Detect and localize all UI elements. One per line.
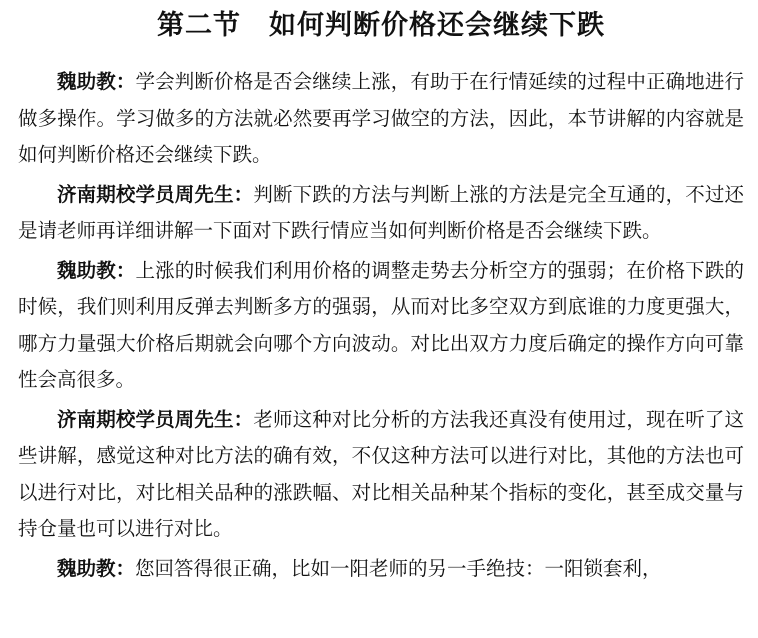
dialogue-paragraph <box>18 402 744 548</box>
dialogue-paragraph <box>18 551 744 588</box>
paragraph-text: 学会判断价格是否会继续上涨，有助于在行情延续的过程中正确地进行做多操作。学习做多的方法就必然要再学习做空的方法，因此，本节讲解的内容就是如何判断价格还会继续下跌。 <box>18 70 744 166</box>
section-title: 第二节 如何判断价格还会继续下跌 <box>157 10 605 41</box>
speaker-name: 魏助教： <box>57 258 136 282</box>
paragraph-text: 老师这种对比分析的方法我还真没有使用过，现在听了这些讲解，感觉这种对比方法的确有效，不仅这种方法可以进行对比，其他的方法也可以进行对比，对比相关品种的涨跌幅、对比相关品种某个指标的变化，甚至成交量与持仓量也可以进行对比。 <box>18 407 744 540</box>
paragraph-text: 您回答得很正确，比如一阳老师的另一手绝技：一阳锁套利， <box>135 556 662 580</box>
dialogue-paragraph <box>18 253 744 399</box>
speaker-name: 魏助教： <box>57 556 136 580</box>
speaker-name: 济南期校学员周先生： <box>57 407 254 431</box>
paragraph-text: 判断下跌的方法与判断上涨的方法是完全互通的，不过还是请老师再详细讲解一下面对下跌行情应当如何判断价格是否会继续下跌。 <box>18 182 744 242</box>
speaker-name: 济南期校学员周先生： <box>57 182 254 206</box>
dialogue-paragraph <box>18 64 744 174</box>
speaker-name: 魏助教： <box>57 70 136 93</box>
dialogue-paragraph <box>18 177 744 250</box>
paragraph-text: 上涨的时候我们利用价格的调整走势去分析空方的强弱；在价格下跌的时候，我们则利用反弹去判断多方的强弱，从而对比多空双方到底谁的力度更强大，哪方力量强大价格后期就会向哪个方向波动。对比出双方力度后确定的操作方向可靠性会高很多。 <box>18 258 744 391</box>
